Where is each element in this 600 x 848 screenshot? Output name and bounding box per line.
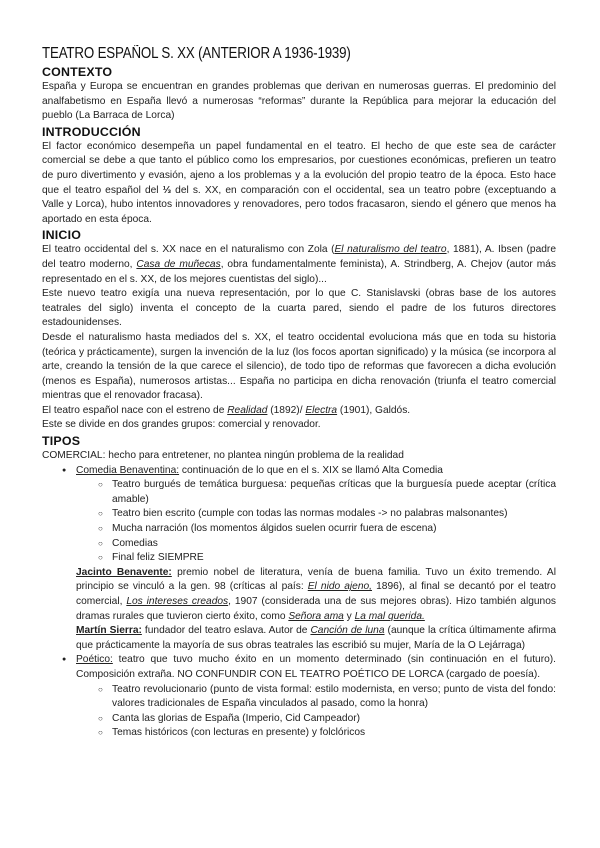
work-title: La mal querida. — [354, 610, 425, 622]
list-item: ○ Comedias — [98, 537, 556, 552]
work-title: Canción de luna — [310, 625, 385, 637]
heading-contexto: CONTEXTO — [42, 65, 113, 79]
intro-paragraph: El factor económico desempeña un papel fundamental en el teatro. El hecho de que este sea de carácter comercial se debe a que tanto el público como los empresarios, por cuestiones económicas, prefieren un teatro de puro divertimento y evasión, ajeno a los problemas y a la evolución del propio teatro de la época. Esto hace que el teatro español del ⅓ del s. XX, en comparación con el occidental, sea un teatro pobre (exceptuando a Valle y Lorca), hubo intentos innovadores y renovadores, pero todos fracasaron, siendo el género que menos ha aportado en esta época. — [42, 140, 556, 225]
heading-inicio: INICIO — [42, 228, 82, 243]
list-item: ○ Temas históricos (con lecturas en presente) y folclóricos — [98, 726, 556, 741]
list-item: ○ Teatro burgués de temática burguesa: pequeñas críticas que la burguesía puede aceptar (crítica amable) — [98, 478, 556, 507]
list-item: ○ Teatro revolucionario (punto de vista formal: estilo modernista, en verso; punto de vista del fondo: valores tradicionales de España vinculados al pasado, como la honra) — [98, 683, 556, 712]
work-title: Realidad — [227, 404, 268, 416]
poetico-sublist — [76, 683, 556, 741]
benaventina-label: Comedia Benaventina: — [76, 464, 180, 476]
document-title: TEATRO ESPAÑOL S. XX (ANTERIOR A 1936-1939) — [42, 45, 351, 62]
heading-tipos: TIPOS — [42, 434, 81, 449]
martin-paragraph: Martín Sierra: fundador del teatro eslava. Autor de Canción de luna (aunque la crítica últimamente afirma que prácticamente la mayoría de sus obras teatrales las escribió su mujer, María de la O Lejárraga) — [76, 625, 557, 651]
document-page — [42, 44, 556, 741]
inicio-paragraph-3: Desde el naturalismo hasta mediados del s. XX, el teatro occidental evoluciona más que en toda su historia (teórica y prácticamente), surgen la invención de la luz (los focos aportan significado) y la música (se incorpora al arte, creando la tensión de la que carece el silencio), de todo tipo de reformas que favorecen a dicha evolución (menos es España), numerosos artistas... España no participa en dicha renovación (triunfa el teatro comercial mientras que el renovador fracasa). — [42, 331, 556, 402]
poetico-label: Poético: — [76, 654, 113, 666]
work-title: Los intereses creados — [126, 596, 229, 607]
tipos-list-2 — [42, 653, 556, 741]
contexto-paragraph: España y Europa se encuentran en grandes problemas que derivan en numerosas guerras. El predominio del analfabetismo en España llevó a numerosas “reformas” durante la República para mejorar la educación del pueblo (La Barraca de Lorca) — [42, 81, 556, 122]
work-title: Casa de muñecas — [136, 258, 221, 270]
work-title: Electra — [305, 404, 338, 416]
list-item: ○ Mucha narración (los momentos álgidos suelen ocurrir fuera de escena) — [98, 522, 556, 537]
list-item-poetico: ● Poético: teatro que tuvo mucho éxito en un momento determinado (sin continuación en el futuro). Composición extraña. NO CONFUNDIR CON EL TEATRO POÉTICO DE LORCA (cargado de poesía). ○ Teatro revolucionario (punto de vista formal: estilo modernista, en verso; punto de vista del fondo: valores tradicionales de España vinculados al pasado, como la honra) ○ Canta las glorias de España (Imperio, Cid Campeador) ○ Temas históricos (con lecturas en presente) y folclóricos — [62, 653, 556, 741]
list-item-benaventina: ● Comedia Benaventina: continuación de lo que en el s. XIX se llamó Alta Comedia ○ Teatro burgués de temática burguesa: pequeñas críticas que la burguesía puede aceptar (crítica amable) ○ Teatro bien escrito (cumple con todas las normas modales -> no palabras malsonantes) ○ Mucha narración (los momentos álgidos suelen ocurrir fuera de escena) ○ Comedias ○ Final feliz SIEMPRE — [62, 464, 556, 566]
author-name: Jacinto Benavente: — [76, 566, 172, 578]
jacinto-paragraph: Jacinto Benavente: premio nobel de literatura, venía de buena familia. Tuvo un éxito tremendo. Al principio se vinculó a la gen. 98 (críticas al país: El nido ajeno, 1896), al final se decantó por el teatro comercial, Los intereses creados, 1907 (considerada una de sus mejores obras). Hizo también algunos dramas rurales que tuvieron cierto éxito, como Señora ama y La mal querida. — [76, 566, 556, 622]
work-title: Señora ama — [288, 610, 344, 622]
heading-introduccion: INTRODUCCIÓN — [42, 124, 141, 139]
inicio-paragraph-5: Este se divide en dos grandes grupos: comercial y renovador. — [42, 419, 321, 431]
work-title: El naturalismo del teatro — [334, 244, 447, 256]
benaventina-sublist — [76, 478, 556, 566]
inicio-paragraph-2: Este nuevo teatro exigía una nueva representación, por lo que C. Stanislavski (obras base de los autores teatrales del siglo) inventa el concepto de la cuarta pared, siendo el padre de los futuros directores estadounidenses. — [42, 288, 556, 329]
work-title: El nido ajeno, — [307, 581, 373, 593]
list-item: ○ Final feliz SIEMPRE — [98, 551, 556, 566]
inicio-paragraph-4: El teatro español nace con el estreno de Realidad (1892)/ Electra (1901), Galdós. — [42, 404, 411, 416]
list-item: ○ Teatro bien escrito (cumple con todas las normas modales -> no palabras malsonantes) — [98, 507, 556, 522]
author-name: Martín Sierra: — [76, 625, 142, 637]
tipos-list — [42, 464, 556, 566]
list-item: ○ Canta las glorias de España (Imperio, Cid Campeador) — [98, 712, 556, 727]
comercial-paragraph: COMERCIAL: hecho para entretener, no plantea ningún problema de la realidad — [42, 450, 404, 462]
inicio-paragraph-1: El teatro occidental del s. XX nace en el naturalismo con Zola (El naturalismo del teatro, 1881), A. Ibsen (padre del teatro moderno, Casa de muñecas, obra fundamentalmente feminista), A. Strindberg, A. Chejov (autor más representado en el s. XX, de los mejores cuentistas del siglo)... — [42, 244, 556, 285]
